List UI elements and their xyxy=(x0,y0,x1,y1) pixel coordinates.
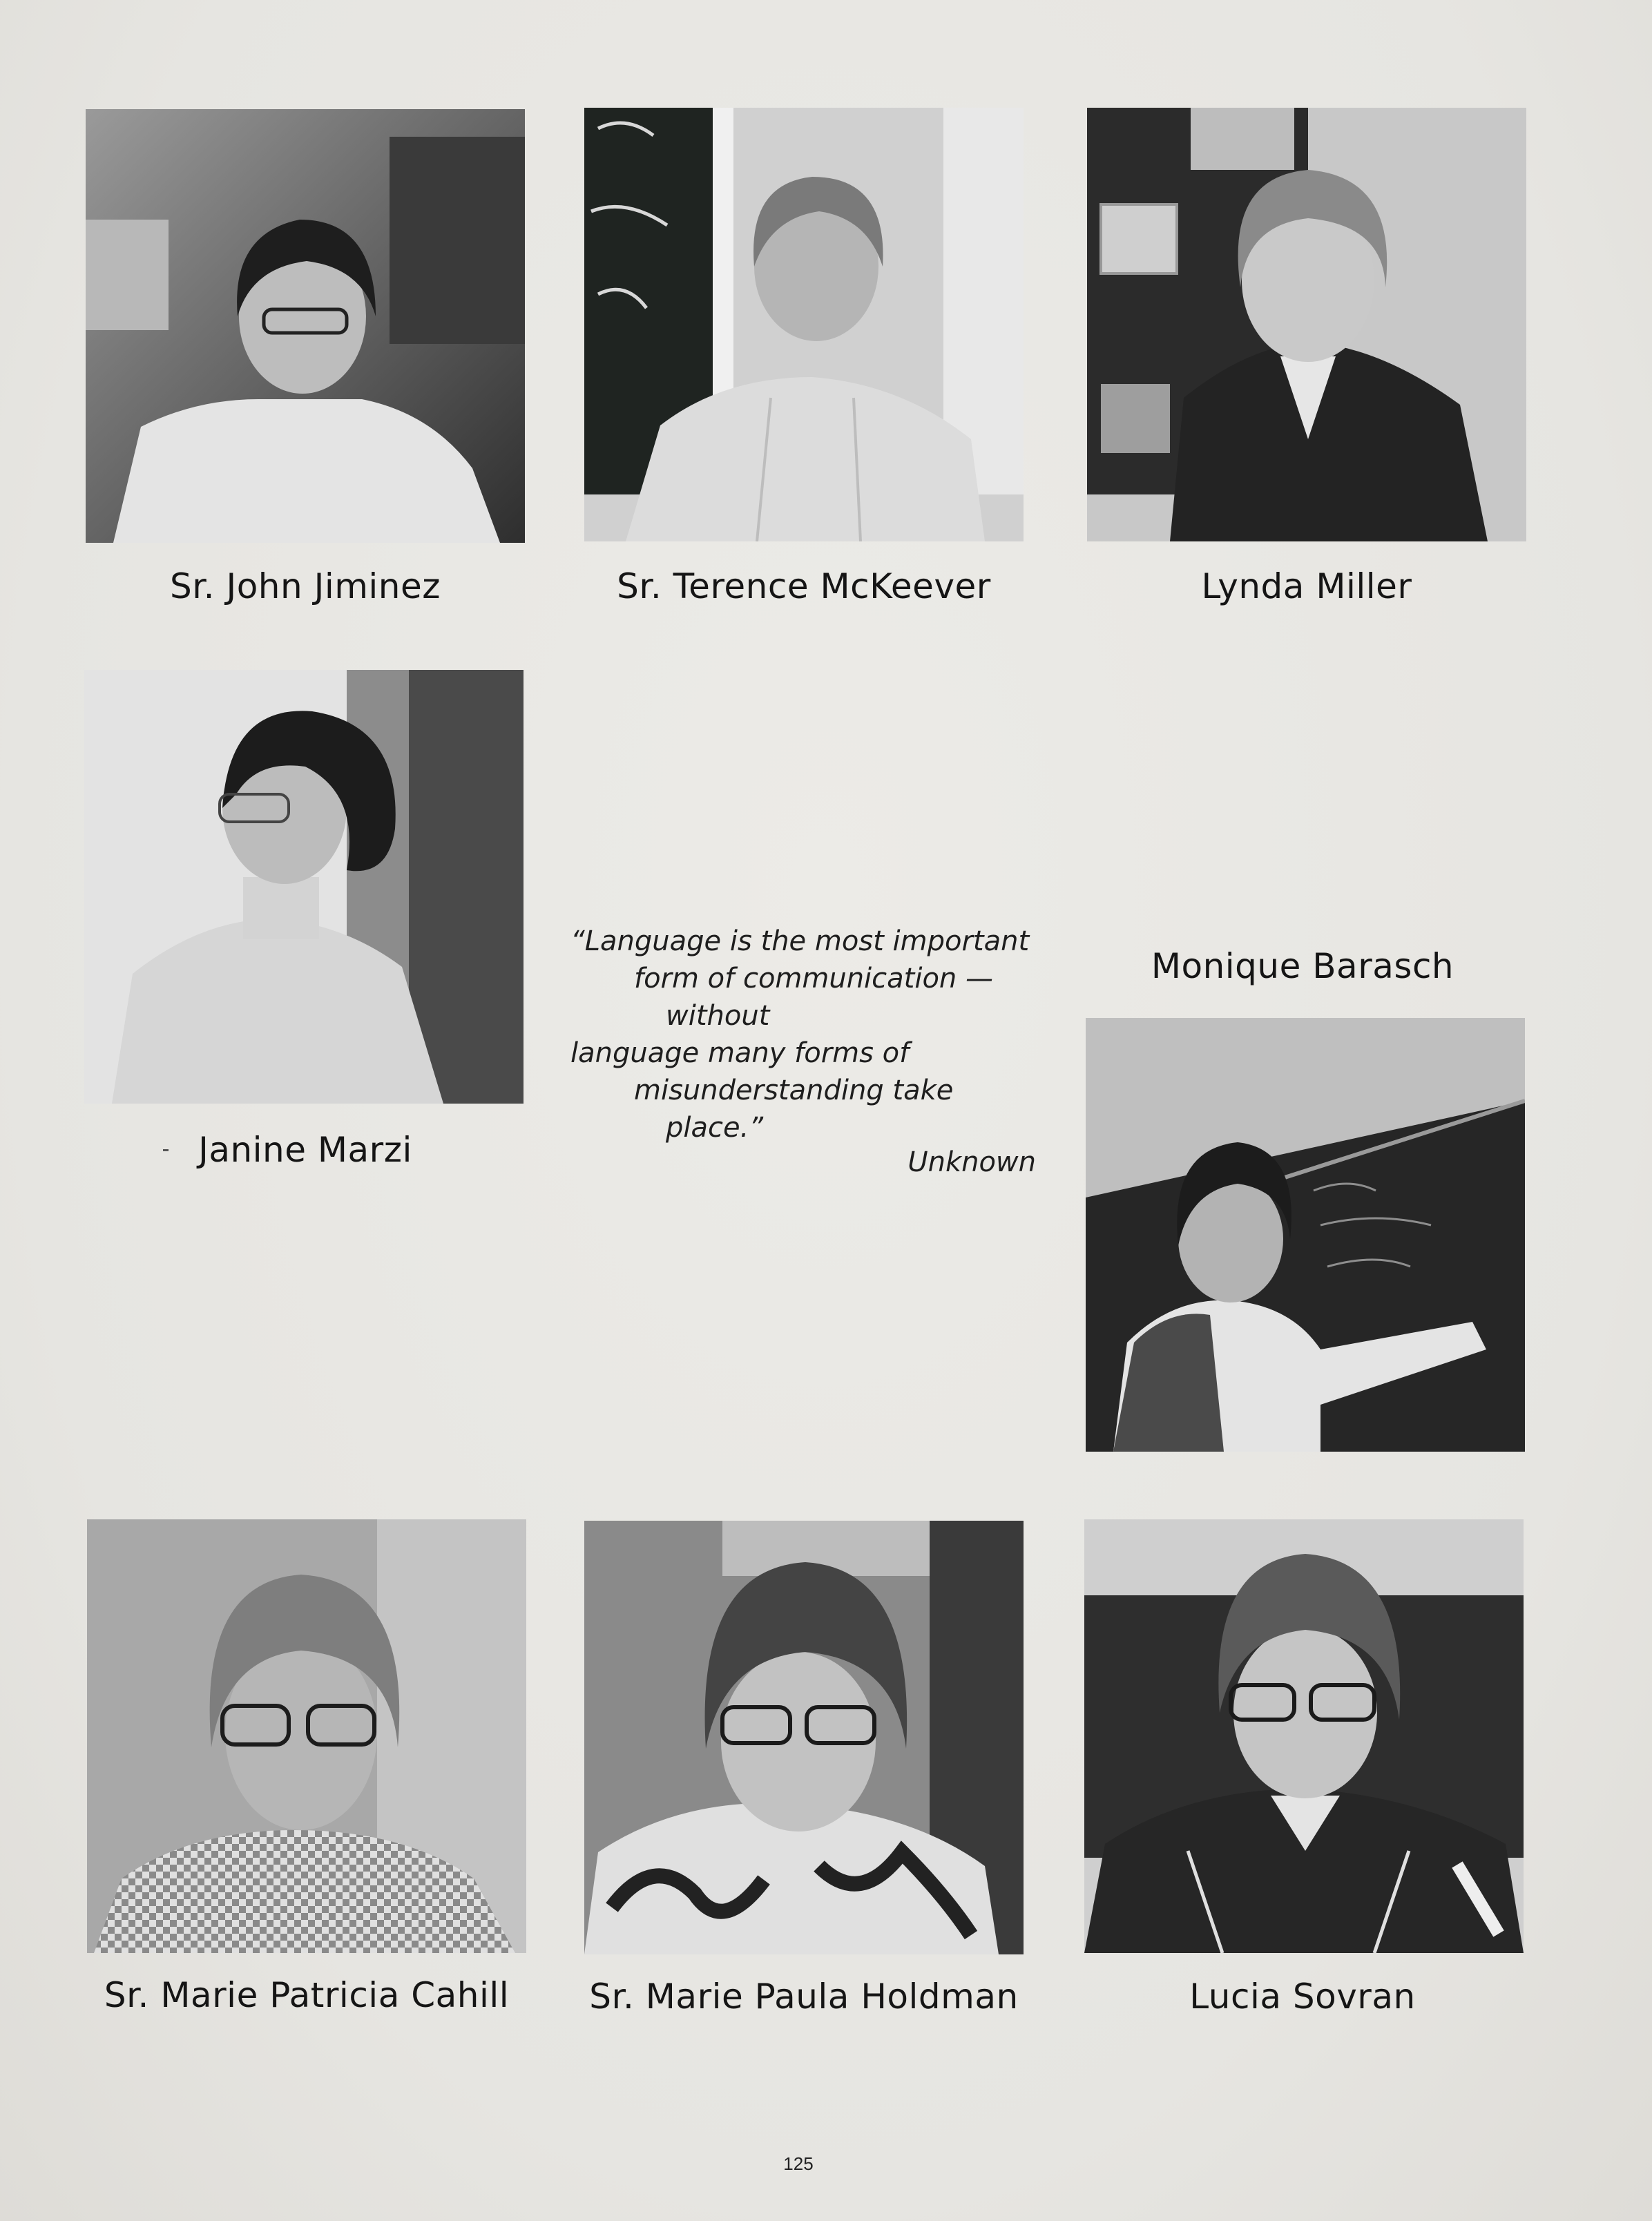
quote-line: “Language is the most important xyxy=(570,925,1030,957)
quote-line: without xyxy=(666,1000,770,1032)
portrait-photo-jiminez xyxy=(86,109,525,543)
quote-line: misunderstanding take xyxy=(634,1075,954,1106)
quote-line: language many forms of xyxy=(570,1037,910,1069)
portrait-photo-miller xyxy=(1087,108,1526,541)
portrait-caption: Monique Barasch xyxy=(1151,946,1454,986)
print-speck xyxy=(163,1149,169,1151)
portrait-photo-barasch xyxy=(1086,1018,1525,1452)
quote-line: place.” xyxy=(666,1112,764,1144)
portrait-caption: Sr. Terence McKeever xyxy=(617,566,991,606)
quote-block xyxy=(570,923,1040,1146)
portrait-caption: Lynda Miller xyxy=(1201,566,1412,606)
portrait-caption: Lucia Sovran xyxy=(1189,1977,1416,2017)
page-number: 125 xyxy=(783,2153,814,2174)
portrait-photo-sovran xyxy=(1084,1519,1524,1953)
portrait-caption: Janine Marzi xyxy=(198,1130,412,1170)
quote-line: form of communication — xyxy=(634,963,993,994)
portrait-photo-marzi xyxy=(84,670,524,1104)
portrait-caption: Sr. Marie Paula Holdman xyxy=(589,1977,1019,2017)
portrait-photo-mckeever xyxy=(584,108,1024,541)
portrait-caption: Sr. Marie Patricia Cahill xyxy=(104,1975,510,2015)
portrait-photo-cahill xyxy=(87,1519,526,1953)
portrait-photo-holdman xyxy=(584,1521,1024,1954)
portrait-caption: Sr. John Jiminez xyxy=(169,566,441,606)
quote-attribution: Unknown xyxy=(907,1146,1036,1178)
